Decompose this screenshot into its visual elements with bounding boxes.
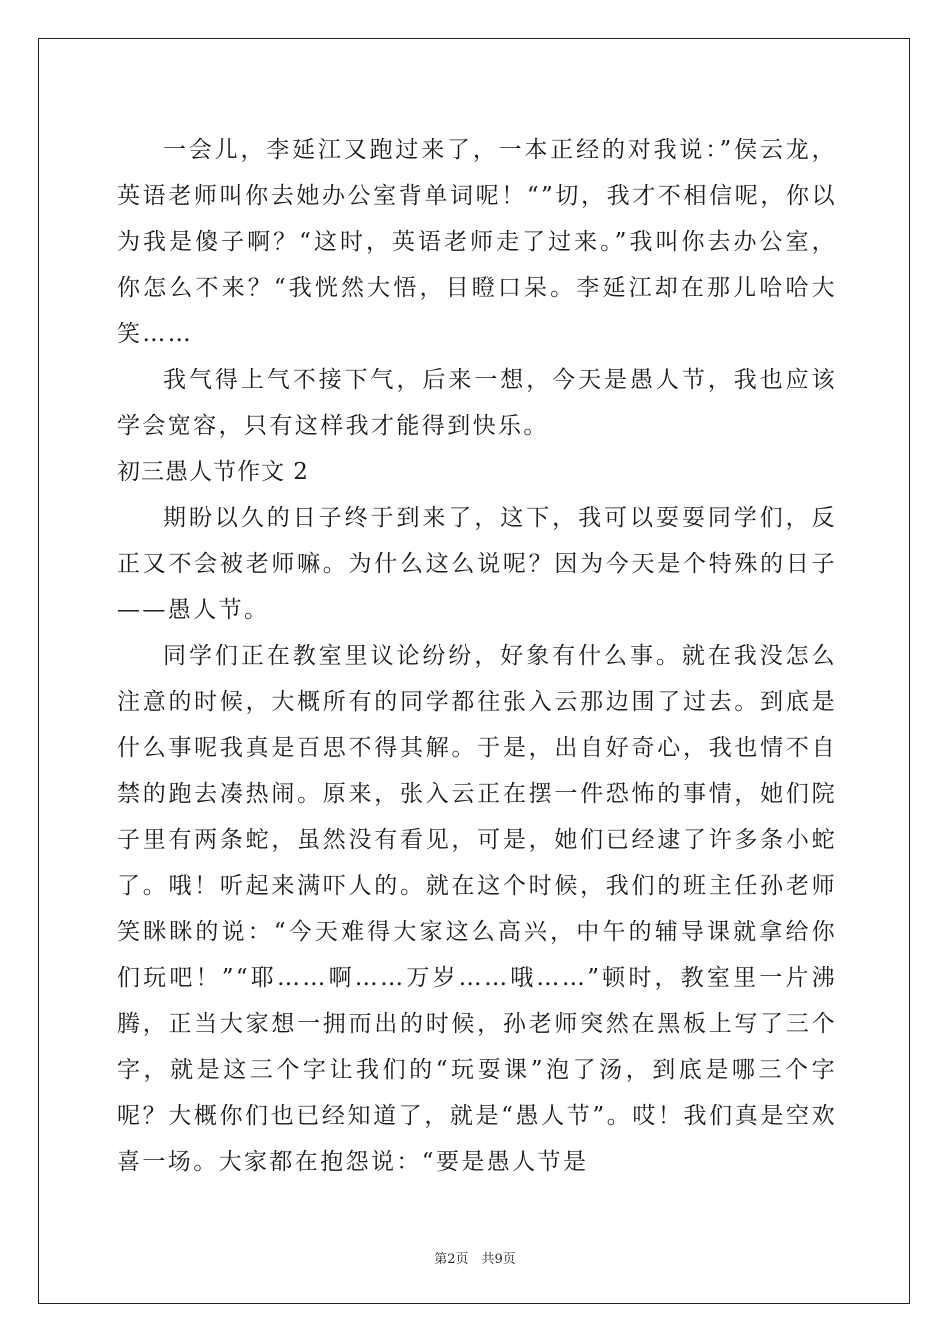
paragraph: 一会儿，李延江又跑过来了，一本正经的对我说：”侯云龙，英语老师叫你去她办公室背单词呢！“”切，我才不相信呢，你以为我是傻子啊？“这时，英语老师走了过来。”我叫你去办公室，你怎么不来？“我恍然大悟，目瞪口呆。李延江却在那儿哈哈大笑…… — [117, 137, 837, 347]
paragraph: 我气得上气不接下气，后来一想，今天是愚人节，我也应该学会宽容，只有这样我才能得到快乐。 — [117, 367, 837, 439]
paragraph: 同学们正在教室里议论纷纷，好象有什么事。就在我没怎么注意的时候，大概所有的同学都往张入云那边围了过去。到底是什么事呢我真是百思不得其解。于是，出自好奇心，我也情不自禁的跑去凑热闹。原来，张入云正在摆一件恐怖的事情，她们院子里有两条蛇，虽然没有看见，可是，她们已经逮了许多条小蛇了。哦！听起来满吓人的。就在这个时候，我们的班主任孙老师笑眯眯的说：“今天难得大家这么高兴，中午的辅导课就拿给你们玩吧！”“耶……啊……万岁……哦……”顿时，教室里一片沸腾，正当大家想一拥而出的时候，孙老师突然在黑板上写了三个字，就是这三个字让我们的“玩耍课”泡了汤，到底是哪三个字呢？大概你们也已经知道了，就是“愚人节”。哎！我们真是空欢喜一场。大家都在抱怨说：“要是愚人节是 — [117, 643, 837, 1175]
page-footer: 第2页 共9页 — [434, 1252, 516, 1267]
essay-heading: 初三愚人节作文 2 — [117, 459, 309, 485]
document-body — [117, 127, 837, 1185]
paragraph: 期盼以久的日子终于到来了，这下，我可以耍耍同学们，反正又不会被老师嘛。为什么这么说呢？因为今天是个特殊的日子——愚人节。 — [117, 505, 837, 623]
